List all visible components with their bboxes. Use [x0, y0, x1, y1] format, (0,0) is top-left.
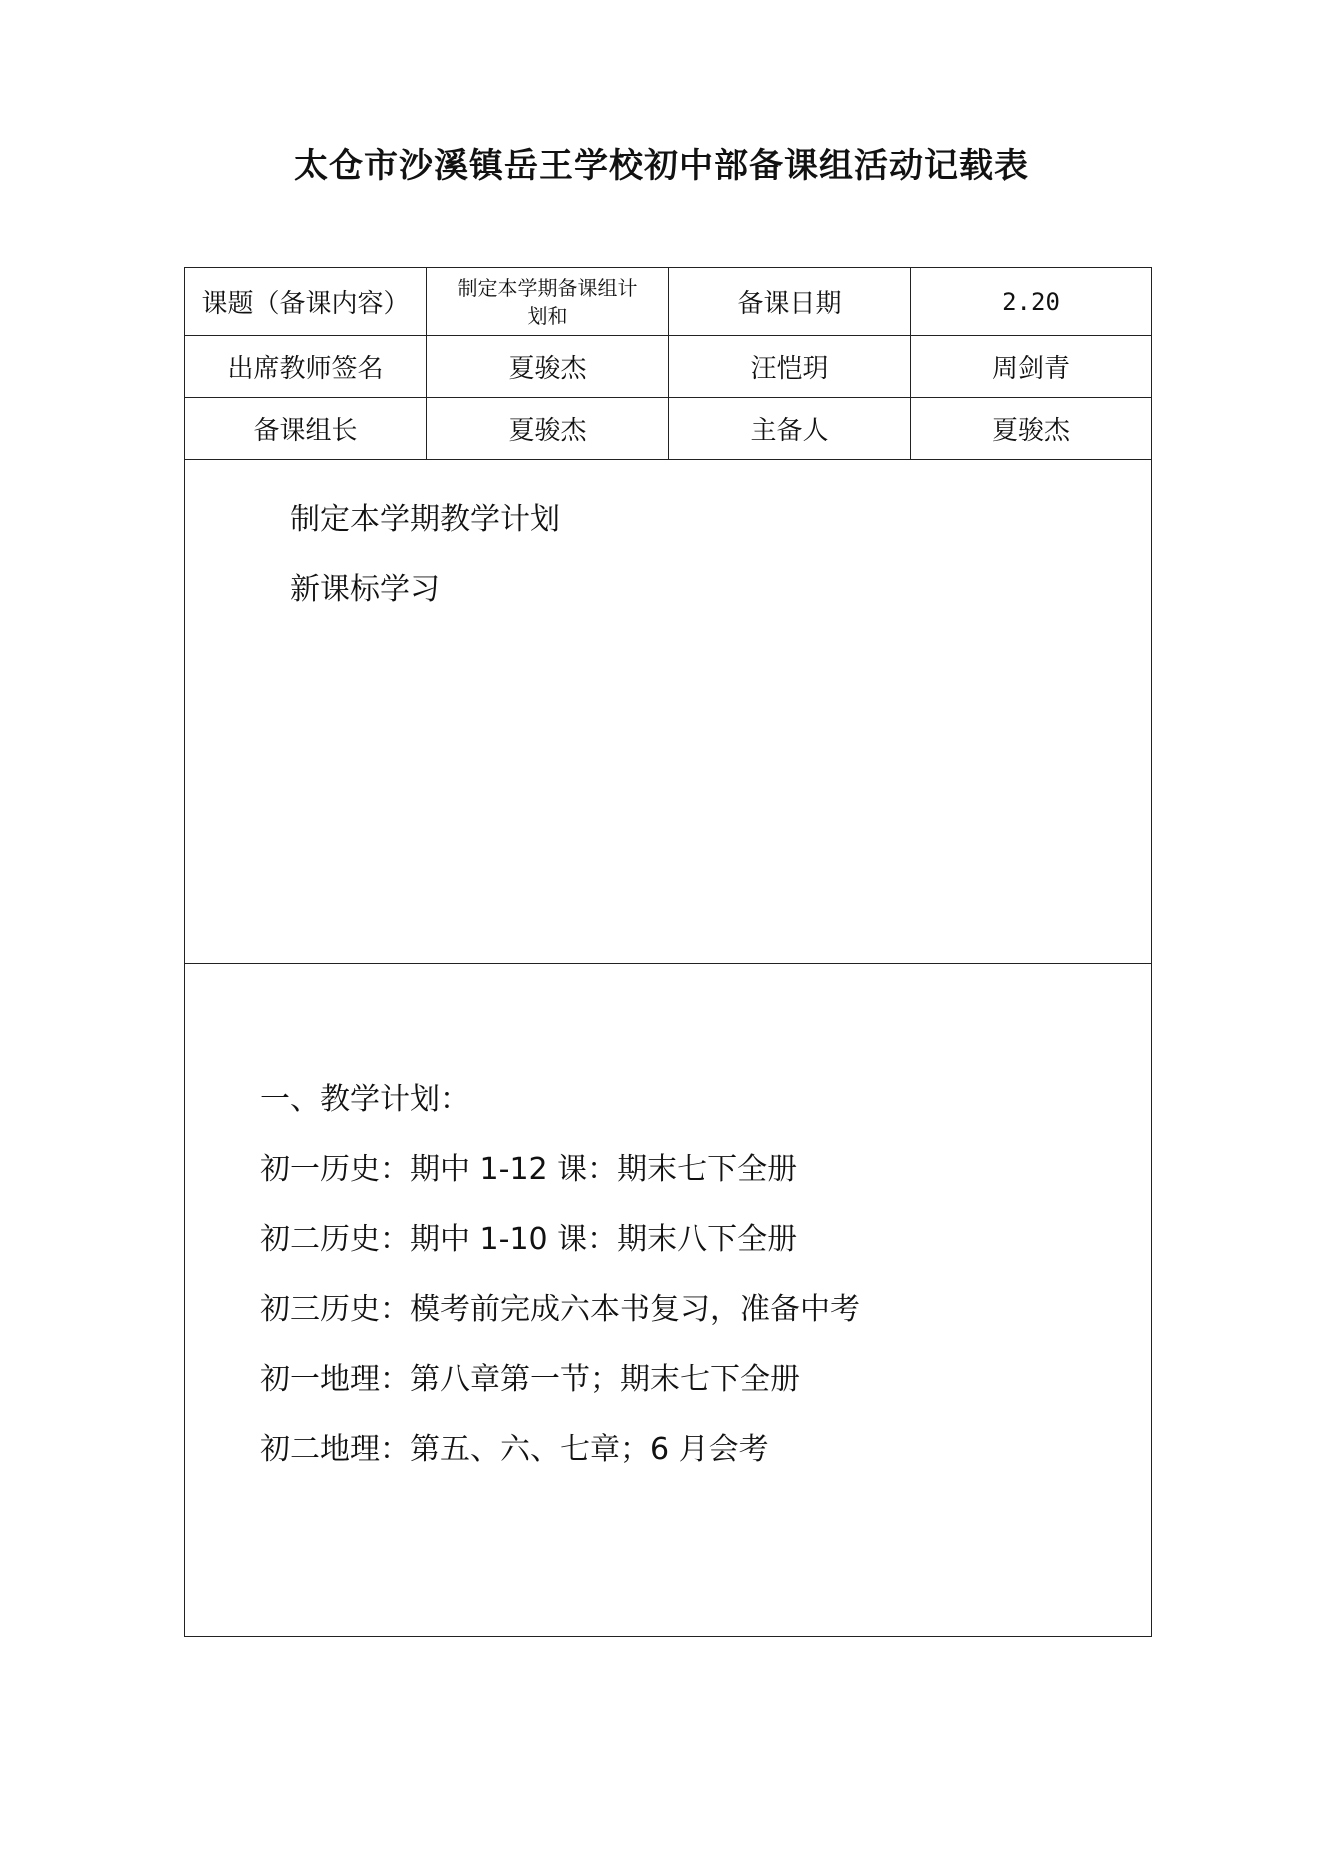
- date-value: 2.20: [911, 268, 1152, 336]
- plan-line: 初二历史：期中 1-10 课：期末八下全册: [260, 1222, 798, 1257]
- topic-value-cell: [427, 268, 669, 336]
- table-row-topic: [185, 268, 1152, 336]
- table-row-roles: [185, 398, 1152, 460]
- date-label: 备课日期: [669, 268, 911, 336]
- plan-section: [185, 964, 1152, 1637]
- plan-line: 初一地理：第八章第一节；期末七下全册: [260, 1362, 800, 1397]
- content-section: [185, 460, 1152, 964]
- table-row-plan: [185, 964, 1152, 1637]
- plan-line: 初一历史：期中 1-12 课：期末七下全册: [260, 1152, 798, 1187]
- attendee-signature: 汪恺玥: [669, 336, 911, 398]
- content-line: 新课标学习: [290, 572, 440, 607]
- leader-label: 备课组长: [185, 398, 427, 460]
- page-title: 太仓市沙溪镇岳王学校初中部备课组活动记载表: [294, 146, 1029, 186]
- leader-value: 夏骏杰: [427, 398, 669, 460]
- table-row-attendees: [185, 336, 1152, 398]
- attendees-label: 出席教师签名: [185, 336, 427, 398]
- plan-line: 初三历史：模考前完成六本书复习，准备中考: [260, 1292, 860, 1327]
- topic-value: 制定本学期备课组计划和: [457, 276, 638, 328]
- attendee-signature: 夏骏杰: [427, 336, 669, 398]
- presenter-label: 主备人: [669, 398, 911, 460]
- plan-heading: 一、教学计划：: [260, 1082, 470, 1117]
- content-line: 制定本学期教学计划: [290, 502, 560, 537]
- presenter-value: 夏骏杰: [911, 398, 1152, 460]
- plan-line: 初二地理：第五、六、七章；6 月会考: [260, 1432, 769, 1467]
- topic-label: 课题（备课内容）: [185, 268, 427, 336]
- table-row-content: [185, 460, 1152, 964]
- record-table: [184, 267, 1152, 1637]
- attendee-signature: 周剑青: [911, 336, 1152, 398]
